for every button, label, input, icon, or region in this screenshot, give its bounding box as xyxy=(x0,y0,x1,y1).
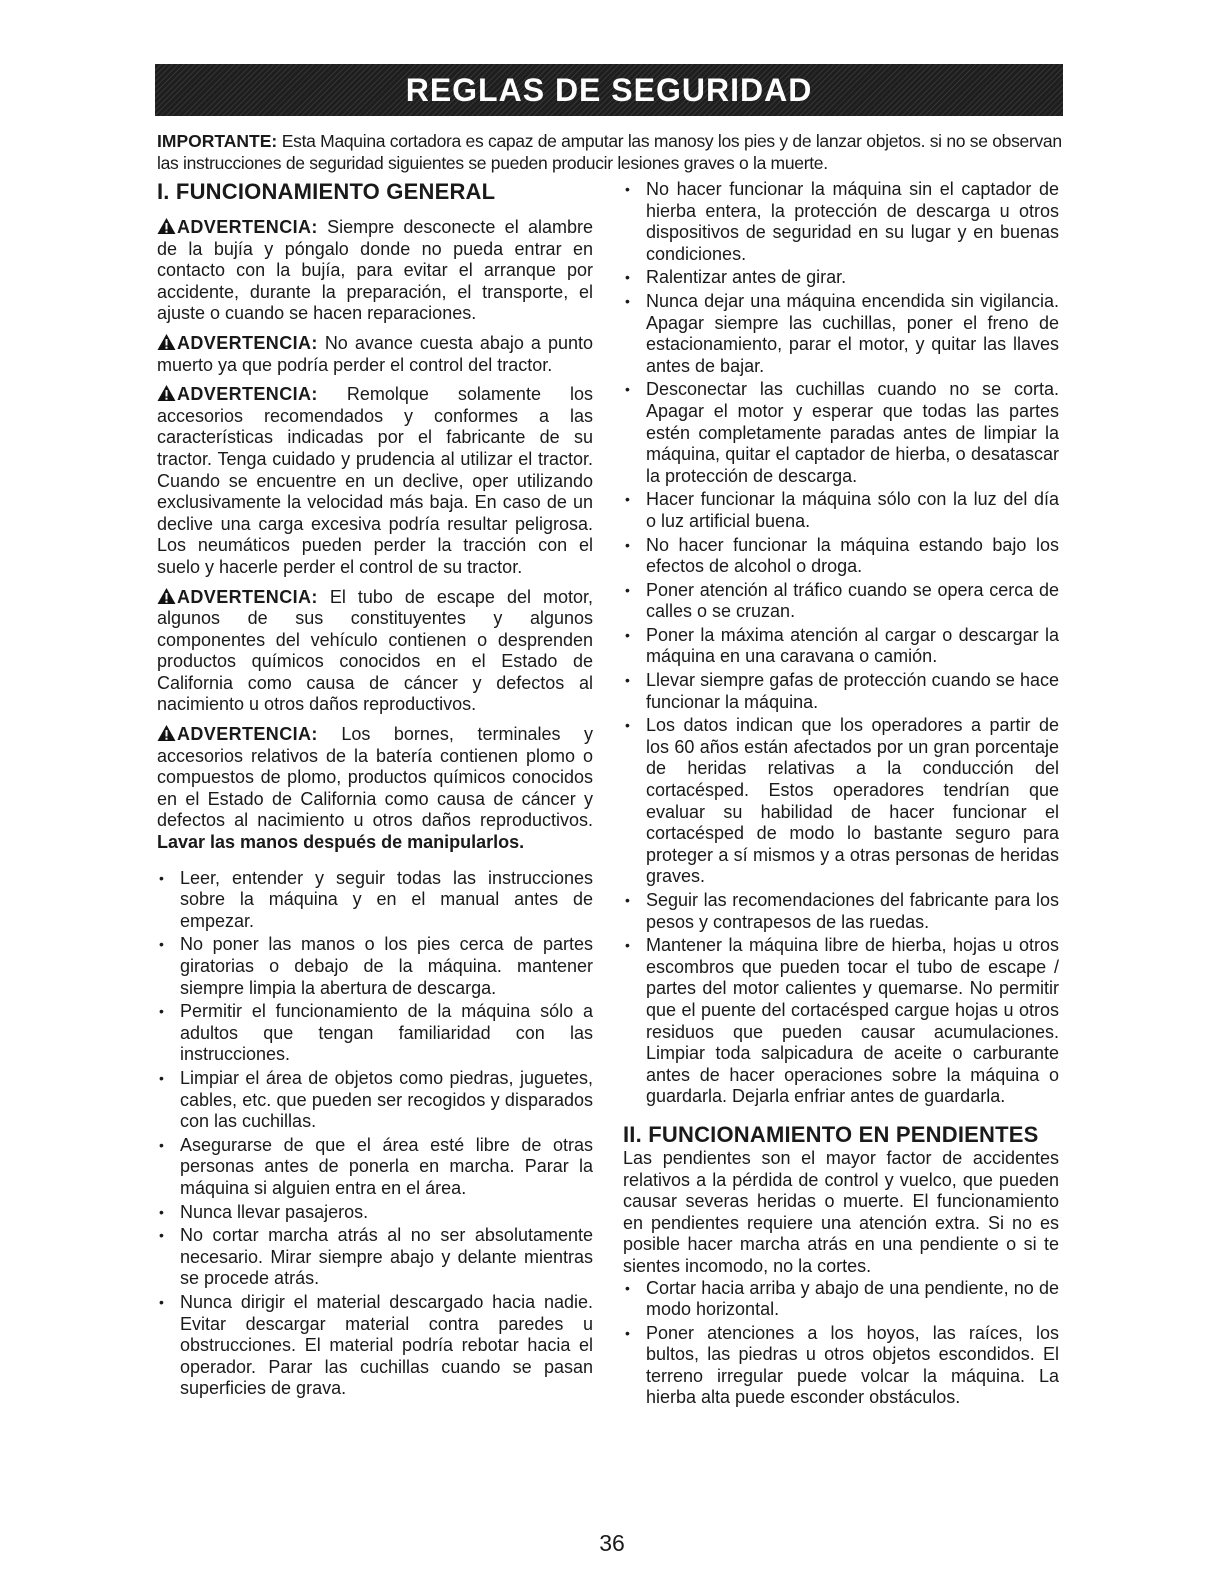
list-item: • Desconectar las cuchillas cuando no se corta. Apagar el motor y esperar que todas las partes estén completamente paradas antes de limpiar la máquina, quitar el captador de hierba, o desatascar la protección de descarga. xyxy=(623,379,1059,487)
list-item: • Nunca llevar pasajeros. xyxy=(157,1202,593,1224)
warning-text: Los bornes, terminales y accesorios relativos de la batería contienen plomo o compuestos de plomo, productos químicos conocidos en el Estado de California como causa de cáncer y defectos al nacimiento u otros daños reproductivos. xyxy=(157,724,593,831)
list-item: • Hacer funcionar la máquina sólo con la luz del día o luz artificial buena. xyxy=(623,489,1059,532)
warning-label: ADVERTENCIA: xyxy=(177,724,318,745)
right-column xyxy=(623,179,1059,1411)
list-item: • Seguir las recomendaciones del fabricante para los pesos y contrapesos de las ruedas. xyxy=(623,890,1059,933)
warning-text: El tubo de escape del motor, algunos de sus constituyentes y algunos componentes del vehículo contienen o desprenden productos químicos conocidos en el Estado de California como causa de cáncer y defectos al nacimiento u otros daños reproductivos. xyxy=(157,586,593,715)
safety-list-right xyxy=(623,179,1059,1108)
page-number: 36 xyxy=(599,1530,625,1556)
list-item: • Limpiar el área de objetos como piedras, juguetes, cables, etc. que pueden ser recogidos y disparados con las cuchillas. xyxy=(157,1068,593,1133)
warning-label: ADVERTENCIA: xyxy=(177,217,318,237)
warning-3 xyxy=(157,384,593,578)
list-item: • Ralentizar antes de girar. xyxy=(623,267,1059,289)
warning-text: No avance cuesta abajo a punto muerto ya que podría perder el control del tractor. xyxy=(157,332,593,375)
list-item: • Nunca dirigir el material descargado hacia nadie. Evitar descargar material contra paredes u obstrucciones. El material podría rebotar hacia el operador. Parar las cuchillas cuando se pasan superficies de grava. xyxy=(157,1292,593,1400)
list-item: • No hacer funcionar la máquina estando bajo los efectos de alcohol o droga. xyxy=(623,535,1059,578)
section-2-intro: Las pendientes son el mayor factor de accidentes relativos a la pérdida de control y vuelco, que pueden causar severas heridas o muerte. El funcionamiento en pendientes requiere una atención extra. Si no es posible hacer marcha atrás en una pendiente o si te sientes incomodo, no la cortes. xyxy=(623,1147,1059,1276)
warning-triangle-icon xyxy=(157,217,176,235)
section-2-title: II. FUNCIONAMIENTO EN PENDIENTES xyxy=(623,1121,1039,1147)
list-item: • Permitir el funcionamiento de la máquina sólo a adultos que tengan familiaridad con las instrucciones. xyxy=(157,1001,593,1066)
list-item: • Cortar hacia arriba y abajo de una pendiente, no de modo horizontal. xyxy=(623,1278,1059,1321)
warning-text: Remolque solamente los accesorios recomendados y conformes a las características indicadas por el fabricante de su tractor. Tenga cuidado y prudencia al utilizar el tractor. Cuando se encuentre en un declive, oper utilizando exclusivamente la velocidad más baja. En caso de un declive una carga excesiva podría resultar peligrosa. Los neumáticos pueden perder la tracción con el suelo y hacerle perder el control de su tractor. xyxy=(157,384,593,577)
list-item: • No cortar marcha atrás al no ser absolutamente necesario. Mirar siempre abajo y delante mientras se procede atrás. xyxy=(157,1225,593,1290)
warning-label: ADVERTENCIA: xyxy=(177,384,318,405)
list-item: • No poner las manos o los pies cerca de partes giratorias o debajo de la máquina. mantener siempre limpia la abertura de descarga. xyxy=(157,934,593,999)
important-label: IMPORTANTE: xyxy=(157,131,278,151)
list-item: • Llevar siempre gafas de protección cuando se hace funcionar la máquina. xyxy=(623,670,1059,713)
important-text: Esta Maquina cortadora es capaz de amputar las manosy los pies y de lanzar objetos. si no se observan las instrucciones de seguridad siguientes se pueden producir lesiones graves o la muerte. xyxy=(157,131,1062,173)
warning-4 xyxy=(157,587,593,717)
warning-5 xyxy=(157,724,593,854)
list-item: • Nunca dejar una máquina encendida sin vigilancia. Apagar siempre las cuchillas, poner el freno de estacionamiento, parar el motor, y quitar las llaves antes de bajar. xyxy=(623,291,1059,377)
warning-triangle-icon xyxy=(157,724,176,742)
warning-1 xyxy=(157,217,593,325)
warning-triangle-icon xyxy=(157,384,176,402)
left-column xyxy=(157,179,593,1402)
list-item: • Mantener la máquina libre de hierba, hojas u otros escombros que pueden tocar el tubo de escape / partes del motor calientes y quemarse. No permitir que el puente del cortacésped cargue hojas u otros residuos que pueden causar acumulaciones. Limpiar toda salpicadura de aceite o carburante antes de hacer operaciones sobre la máquina o guardarla. Dejarla enfriar antes de guardarla. xyxy=(623,935,1059,1108)
list-item: • Leer, entender y seguir todas las instrucciones sobre la máquina y en el manual antes de empezar. xyxy=(157,868,593,933)
list-item: • Asegurarse de que el área esté libre de otras personas antes de ponerla en marcha. Parar la máquina si alguien entra en el área. xyxy=(157,1135,593,1200)
warning-2 xyxy=(157,333,593,376)
list-item: • No hacer funcionar la máquina sin el captador de hierba entera, la protección de descarga u otros dispositivos de seguridad en su lugar y en buenas condiciones. xyxy=(623,179,1059,265)
list-item: • Poner atención al tráfico cuando se opera cerca de calles o se cruzan. xyxy=(623,580,1059,623)
list-item: • Poner atenciones a los hoyos, las raíces, los bultos, las piedras u otros objetos escondidos. El terreno irregular puede volcar la máquina. La hierba alta puede esconder obstáculos. xyxy=(623,1323,1059,1409)
warning-label: ADVERTENCIA: xyxy=(177,332,318,353)
warning-triangle-icon xyxy=(157,333,176,351)
list-item: • Los datos indican que los operadores a partir de los 60 años están afectados por un gran porcentaje de heridas relativas a la conducción del cortacésped. Estos operadores tendrían que evaluar su habilidad de hacer funcionar el cortacésped de modo lo bastante seguro para proteger a sí mismos y a otras personas de heridas graves. xyxy=(623,715,1059,888)
page-title-banner xyxy=(155,64,1063,116)
warning-label: ADVERTENCIA: xyxy=(177,586,318,607)
warning-triangle-icon xyxy=(157,587,176,605)
warning-emphasis: Lavar las manos después de manipularlos. xyxy=(157,832,525,853)
list-item: • Poner la máxima atención al cargar o descargar la máquina en una caravana o camión. xyxy=(623,625,1059,668)
slope-list xyxy=(623,1278,1059,1410)
warning-text: Siempre desconecte el alambre de la bujía y póngalo donde no pueda entrar en contacto con la bujía, para evitar el arranque por accidente, durante la preparación, el transporte, el ajuste o cuando se hacen reparaciones. xyxy=(157,217,593,324)
page-title: REGLAS DE SEGURIDAD xyxy=(405,71,813,108)
section-1-title: I. FUNCIONAMIENTO GENERAL xyxy=(157,179,496,204)
important-notice xyxy=(157,130,1065,174)
safety-list-left xyxy=(157,868,593,1400)
